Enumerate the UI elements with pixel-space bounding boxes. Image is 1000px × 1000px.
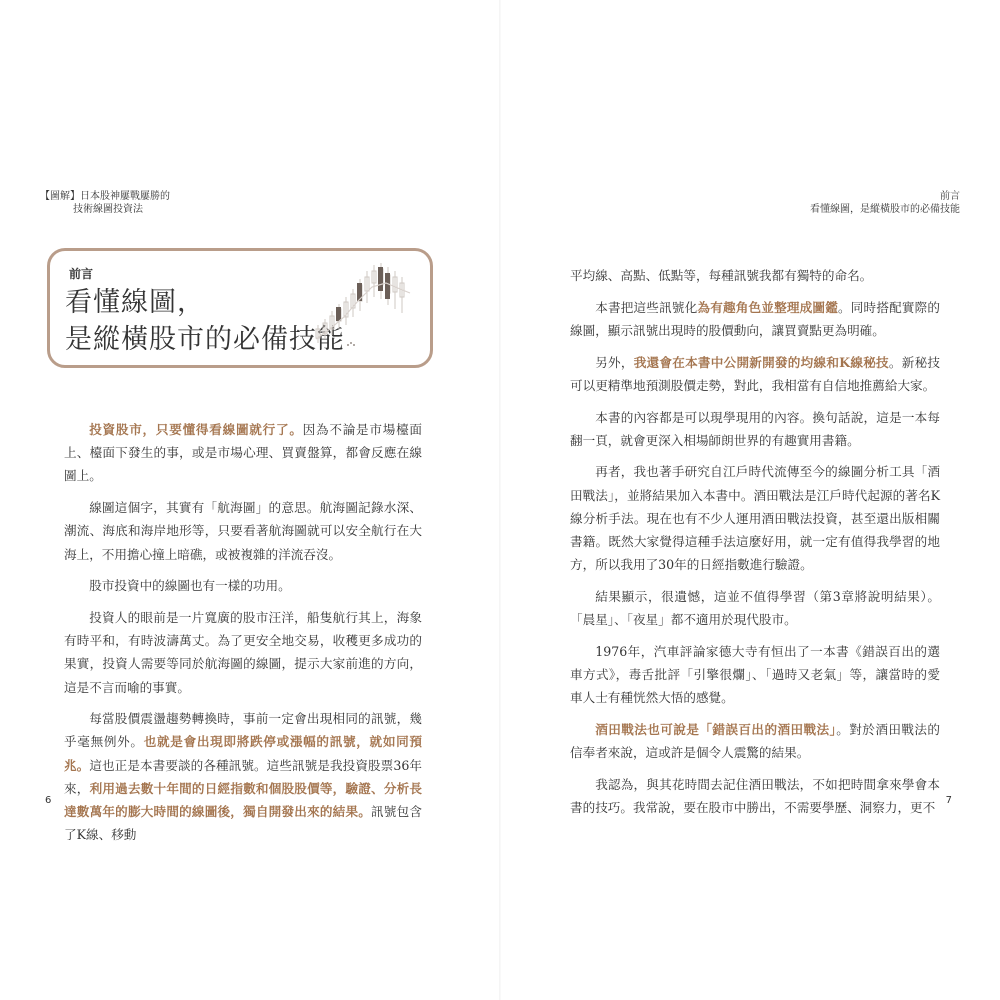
right-body-text [570,264,940,828]
chapter-kicker: 前言 [69,267,94,281]
highlighted-text: 酒田戰法也可說是「錯誤百出的酒田戰法」 [595,721,837,737]
paragraph-text: 本書的內容都是可以現學現用的內容。換句話說，這是一本每翻一頁，就會更深入相場師朗世界的有趣實用書籍。 [570,409,940,448]
chapter-title-line1: 看懂線圖， [65,287,205,318]
left-body-text [64,418,422,855]
chapter-title-line2: 是縱橫股市的必備技能 [65,324,345,355]
running-head-line2: 技術線圖投資法 [73,204,143,215]
paragraph-text: 。同時搭配實際的線圖，顯示訊號出現時的股價動向，讓買賣點更為明確。 [570,299,941,338]
right-running-head [810,190,960,216]
body-paragraph [570,585,940,631]
body-paragraph [570,773,940,819]
body-paragraph [64,574,422,597]
paragraph-text: 結果顯示，很遺憾，這並不值得學習（第3章將說明結果）。「晨星」、「夜星」都不適用於現代股市。 [570,588,940,628]
paragraph-text: 本書把這些訊號化 [595,299,698,315]
paragraph-text: 另外， [595,354,634,370]
paragraph-text: 平均線、高點、低點等，每種訊號我都有獨特的命名。 [570,268,873,283]
paragraph-text: 。對於酒田戰法的信奉者來說，這或許是個令人震驚的結果。 [570,721,940,761]
running-head-line1: 【圖解】日本股神屢戰屢勝的 [40,191,170,202]
highlighted-text: 我還會在本書中公開新開發的均線和K線秘技 [633,354,889,370]
highlighted-text: 也就是會出現即將跌停或漲幅的訊號，就如同預兆。 [64,734,423,773]
paragraph-text: 訊號包含了K線、移動 [64,804,423,843]
page-number-left: 6 [45,795,52,806]
body-paragraph [570,296,940,342]
paragraph-text: 再者，我也著手研究自江戶時代流傳至今的線圖分析工具「酒田戰法」，並將結果加入本書中。酒田戰法是江戶時代起源的著名K線分析手法。現在也有不少人運用酒田戰法投資，甚至還出版相關書籍。既然大家覺得這種手法這麼好用，就一定有值得我學習的地方，所以我用了30年的日經指數進行驗證。 [570,464,940,573]
running-head-line1: 前言 [940,191,960,202]
body-paragraph [64,606,422,699]
body-paragraph [64,418,422,488]
paragraph-text: 股市投資中的線圖也有一樣的功用。 [89,578,291,594]
body-paragraph [570,351,940,397]
paragraph-text: 每當股價震盪趨勢轉換時，事前一定會出現相同的訊號，幾乎毫無例外。 [64,711,422,750]
body-paragraph [64,496,422,566]
highlighted-text: 投資股市，只要懂得看線圖就行了。 [89,422,303,437]
body-paragraph [64,707,422,846]
body-paragraph [570,406,940,452]
body-paragraph [570,264,940,287]
paragraph-text: 我認為，與其花時間去記住酒田戰法，不如把時間拿來學會本書的技巧。我常說，要在股市中勝出，不需要學歷、洞察力，更不 [570,776,940,816]
paragraph-text: 這也正是本書要談的各種訊號。這些訊號是我投資股票36年來， [64,757,423,796]
body-paragraph [570,718,940,764]
paragraph-text: 投資人的眼前是一片寬廣的股市汪洋，船隻航行其上，海象有時平和，有時波濤萬丈。為了更安全地交易，收穫更多成功的果實，投資人需要等同於航海圖的線圖，提示大家前進的方向，這是不言而喻的事實。 [64,609,422,695]
paragraph-text: 1976年，汽車評論家德大寺有恒出了一本書《錯誤百出的選車方式》，毒舌批評「引擎很爛」、「過時又老氣」等，讓當時的愛車人士有種恍然大悟的感覺。 [570,643,940,706]
paragraph-text: 線圖這個字，其實有「航海圖」的意思。航海圖記錄水深、潮流、海底和海岸地形等，只要看著航海圖就可以安全航行在大海上，不用擔心撞上暗礁，或被複雜的洋流吞沒。 [64,500,422,562]
chapter-title [65,284,345,358]
left-running-head [40,190,170,216]
candlestick-chart-icon [314,259,412,349]
running-head-line2: 看懂線圖，是縱橫股市的必備技能 [810,204,960,215]
chapter-title-box [47,248,433,368]
highlighted-text: 為有趣角色並整理成圖鑑 [697,299,838,315]
body-paragraph [570,640,940,710]
highlighted-text: 利用過去數十年間的日經指數和個股股價等，驗證、分析長達數萬年的膨大時間的線圖後，獨自開發出來的結果。 [64,780,423,820]
page-number-right: 7 [945,795,952,806]
paragraph-text: 。新秘技可以更精準地預測股價走勢，對此，我相當有自信地推薦給大家。 [570,354,941,393]
paragraph-text: 因為不論是市場檯面上、檯面下發生的事，或是市場心理、買賣盤算，都會反應在線圖上。 [64,422,423,484]
body-paragraph [570,460,940,576]
